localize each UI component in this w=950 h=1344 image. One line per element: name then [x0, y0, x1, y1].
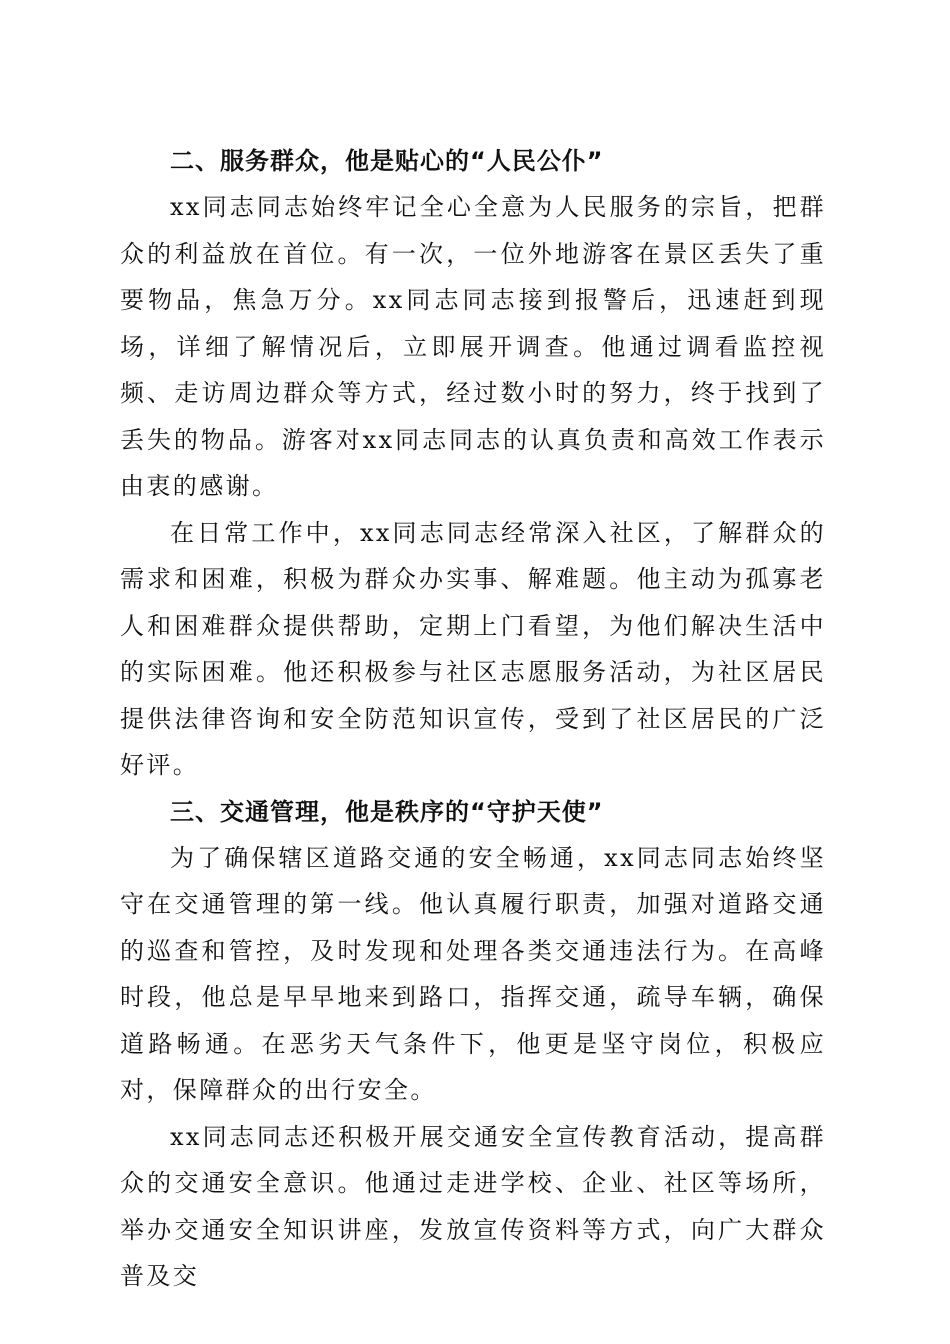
paragraph: 为了确保辖区道路交通的安全畅通，xx同志同志始终坚守在交通管理的第一线。他认真履行职责，加强对道路交通的巡查和管控，及时发现和处理各类交通违法行为。在高峰时段，他总是早早地来到路口，指挥交通，疏导车辆，确保道路畅通。在恶劣天气条件下，他更是坚守岗位，积极应对，保障群众的出行安全。 — [120, 843, 826, 1104]
paragraph: xx同志同志还积极开展交通安全宣传教育活动，提高群众的交通安全意识。他通过走进学校、企业、社区等场所，举办交通安全知识讲座，发放宣传资料等方式，向广大群众普及交 — [120, 1122, 826, 1290]
section-heading-traffic: 三、交通管理，他是秩序的“守护天使” — [170, 797, 604, 826]
document-body — [120, 138, 826, 1300]
paragraph: 在日常工作中，xx同志同志经常深入社区，了解群众的需求和困难，积极为群众办实事、解难题。他主动为孤寡老人和困难群众提供帮助，定期上门看望，为他们解决生活中的实际困难。他还积极参与社区志愿服务活动，为社区居民提供法律咨询和安全防范知识宣传，受到了社区居民的广泛好评。 — [120, 518, 826, 779]
paragraph: xx同志同志始终牢记全心全意为人民服务的宗旨，把群众的利益放在首位。有一次，一位外地游客在景区丢失了重要物品，焦急万分。xx同志同志接到报警后，迅速赶到现场，详细了解情况后，立即展开调查。他通过调看监控视频、走访周边群众等方式，经过数小时的努力，终于找到了丢失的物品。游客对xx同志同志的认真负责和高效工作表示由衷的感谢。 — [120, 193, 826, 500]
section-heading-service: 二、服务群众，他是贴心的“人民公仆” — [170, 147, 604, 175]
